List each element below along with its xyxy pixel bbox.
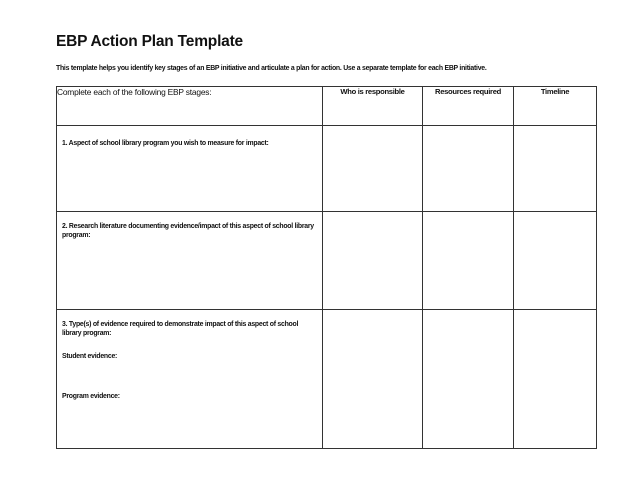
stage-cell	[57, 126, 323, 212]
header-timeline: Timeline	[514, 87, 597, 126]
who-responsible-cell[interactable]	[323, 212, 423, 310]
stage-2-label: 2. Research literature documenting evidence/impact of this aspect of school library program:	[62, 223, 314, 239]
page-subtitle: This template helps you identify key stages of an EBP initiative and articulate a plan for action. Use a separate template for each EBP initiative.	[56, 65, 487, 72]
who-responsible-cell[interactable]	[323, 126, 423, 212]
table-header-row	[57, 87, 597, 126]
stage-1-label: 1. Aspect of school library program you wish to measure for impact:	[62, 140, 269, 147]
timeline-cell[interactable]	[514, 126, 597, 212]
table-row	[57, 126, 597, 212]
program-evidence-label: Program evidence:	[62, 393, 120, 400]
table-row	[57, 212, 597, 310]
who-responsible-cell[interactable]	[323, 310, 423, 449]
header-resources-required: Resources required	[423, 87, 514, 126]
stage-cell	[57, 310, 323, 449]
timeline-cell[interactable]	[514, 310, 597, 449]
action-plan-table	[56, 86, 597, 449]
resources-required-cell[interactable]	[423, 212, 514, 310]
resources-required-cell[interactable]	[423, 126, 514, 212]
timeline-cell[interactable]	[514, 212, 597, 310]
stage-3-label: 3. Type(s) of evidence required to demonstrate impact of this aspect of school library program:	[62, 321, 299, 337]
stage-cell	[57, 212, 323, 310]
page-title: EBP Action Plan Template	[56, 33, 243, 50]
table-row	[57, 310, 597, 449]
header-who-responsible: Who is responsible	[323, 87, 423, 126]
student-evidence-label: Student evidence:	[62, 353, 118, 360]
header-ebp-stages: Complete each of the following EBP stages:	[57, 87, 323, 126]
resources-required-cell[interactable]	[423, 310, 514, 449]
